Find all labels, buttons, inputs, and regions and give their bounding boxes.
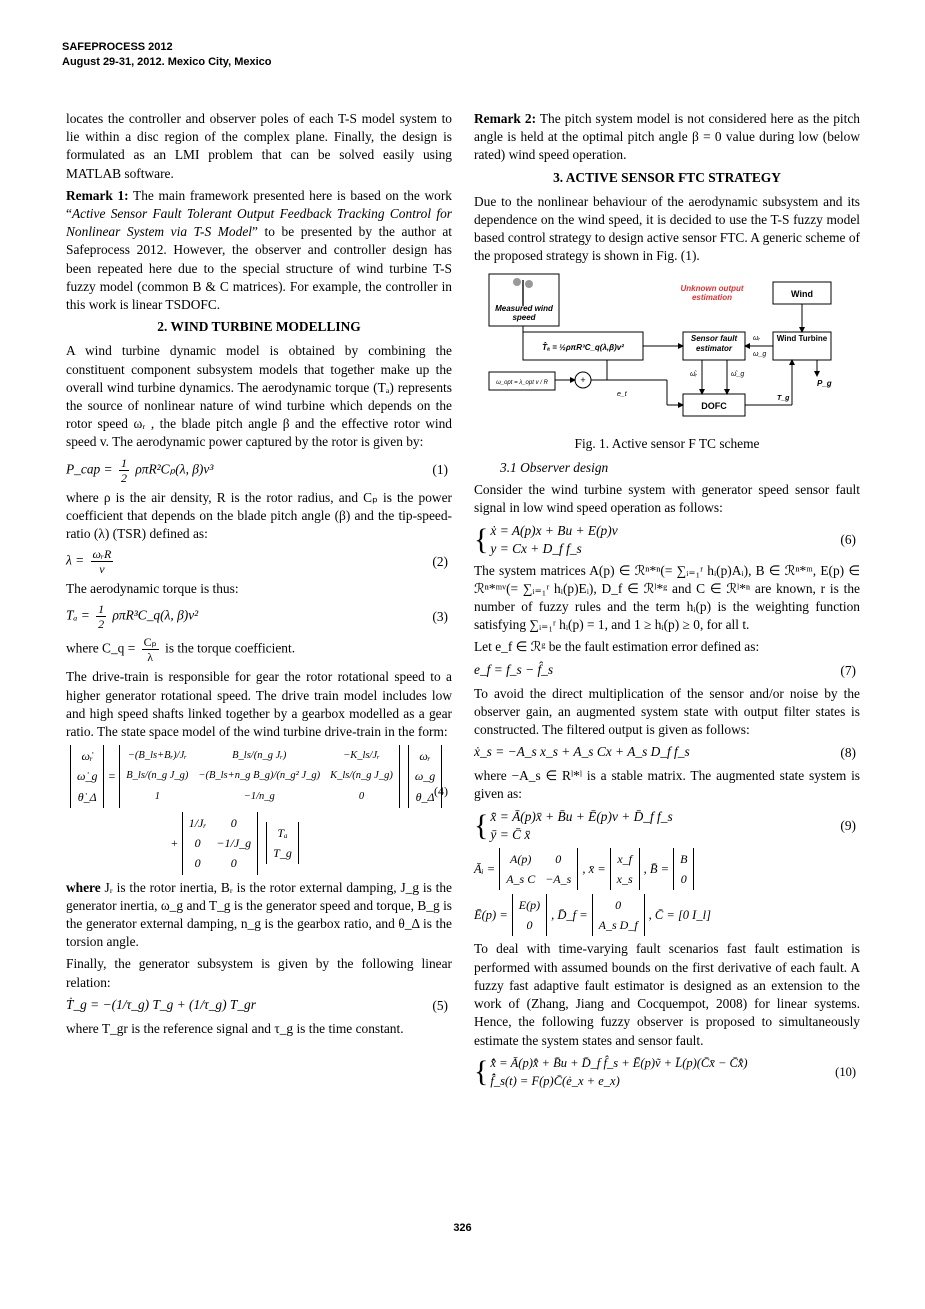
svg-text:DOFC: DOFC [701, 400, 727, 411]
paragraph-augmented-system: where −A_s ∈ Rˡ*ˡ is a stable matrix. The augmented state system is given as: [474, 768, 860, 802]
equation-9-matrices-a: Āᵢ = A(p) 0 A_s C −A_s , x̄ = x_f x_s , B̄ = B 0 [474, 848, 860, 890]
paragraph-power-coefficient: where ρ is the air density, R is the rotor radius, and Cₚ is the power coefficient that depends on the blade pitch angle (β) and the tip-speed-ratio (λ) (TSR) defined as: [66, 489, 452, 542]
svg-text:T_g: T_g [777, 394, 790, 402]
svg-text:+: + [580, 374, 586, 385]
equation-2-number: (2) [432, 553, 448, 569]
page-number: 326 [453, 1222, 472, 1234]
left-column [66, 110, 452, 1042]
conference-name: SAFEPROCESS 2012 [62, 41, 173, 53]
section-3-heading: 3. ACTIVE SENSOR FTC STRATEGY [553, 169, 781, 185]
equation-8: ẋ_s = −A_s x_s + A_s Cx + A_s D_f f_s (8) [474, 743, 860, 763]
equation-8-number: (8) [840, 745, 856, 761]
right-column [474, 110, 860, 1094]
svg-text:ω̂ᵣ: ω̂ᵣ [690, 370, 697, 378]
svg-text:P_g: P_g [817, 378, 832, 388]
equation-4-number: (4) [434, 783, 448, 798]
equation-10: { x̄̂̇ = Ā(p)x̄̂ + B̄u + D̄_f f̂_s + Ē(p)ṽ + L̄(p)(C̄x̄ − C̄x̄̂) f̂̇_s(t) = F(p)C̄(ė_x + e_x) (10) [474, 1054, 856, 1088]
figure-1 [474, 272, 860, 429]
svg-text:ω_g: ω_g [753, 350, 767, 358]
conference-header [62, 40, 271, 70]
equation-1: P_cap = $\frac{1}{2}$ ρπR²Cₚ(λ, β)v³ (1) [66, 455, 448, 485]
equation-4-input-term: + 1/Jᵣ 0 0 −1/J_g 0 0 Tₐ T_g (4) [66, 812, 452, 875]
svg-text:ωᵣ: ωᵣ [753, 334, 760, 342]
paragraph-system-matrices: The system matrices A(p) ∈ ℛⁿ*ⁿ(= ∑ᵢ₌₁ʳ hᵢ(p)Aᵢ), B ∈ ℛⁿ*ᵐ, E(p) ∈ ℛⁿ*ᵐᵛ(= ∑ᵢ₌₁ʳ hᵢ(p)Eᵢ), D_f ∈ ℛˡ*ᵍ and C ∈ ℛˡ*ⁿ are known, r is the number of fuzzy rules and the term hᵢ(p) is the weighting function satisfying ∑ᵢ₌₁ʳ hᵢ(p) = 1, and 1 ≥ hᵢ(p) ≥ 0, for all t. [474, 562, 860, 633]
equation-1-number: (1) [432, 462, 448, 478]
paragraph-aero-torque: The aerodynamic torque is thus: [66, 581, 239, 597]
remark-1-title: Active Sensor Fault Tolerant Output Feedback Tracking Control for Nonlinear System via T-S Model [66, 206, 452, 240]
figure-1-caption: Fig. 1. Active sensor F TC scheme [574, 435, 760, 451]
paragraph-torque-coefficient: where C_q = $\frac{\text{Cₚ}}{\lambda}$ is the torque coefficient. [66, 635, 296, 665]
paragraph-generator: Finally, the generator subsystem is given by the following linear relation: [66, 956, 452, 990]
equation-6: { ẋ = A(p)x + Bu + E(p)v y = Cx + D_f f_s (6) [474, 522, 856, 556]
paragraph-fault-error: Let e_f ∈ ℛᵍ be the fault estimation error defined as: [474, 639, 760, 655]
equation-5: Ṫ_g = −(1/τ_g) T_g + (1/τ_g) T_gr (5) [66, 996, 452, 1016]
paragraph-filtered-output: To avoid the direct multiplication of the sensor and/or noise by the observer gain, an augmented system state with output filter states is constructed. The filtered output is given as follows: [474, 685, 860, 738]
svg-text:ω̂_g: ω̂_g [731, 370, 745, 378]
paragraph-fault-estimation: To deal with time-varying fault scenarios fast fault estimation is performed with assumed bounds on the first derivative of each fault. A fuzzy fast adaptive fault estimator is designed as an extension to the work of (Zhang, Jiang and Cocquempot, 2008) for linear systems. Hence, the following fuzzy observer is proposed to simultaneously estimate the system states and sensor fault. [474, 941, 860, 1048]
conference-date-location: August 29-31, 2012. Mexico City, Mexico [62, 56, 272, 68]
equation-6-number: (6) [840, 531, 856, 547]
equation-9-matrices-b: Ē(p) = E(p) 0 , D̄_f = 0 A_s D_f , C̄ = [0 I_l] [474, 894, 860, 936]
paragraph-observer-system: Consider the wind turbine system with generator speed sensor fault signal in low wind speed operation as follows: [474, 482, 860, 516]
paragraph-reference-signal: where T_gr is the reference signal and τ_g is the time constant. [66, 1020, 404, 1036]
equation-9: { x̄̇ = Ā(p)x̄ + B̄u + Ē(p)v + D̄_f f_s ȳ = C̄ x̄ (9) [474, 808, 856, 842]
svg-text:e_t: e_t [617, 390, 627, 398]
svg-text:Wind: Wind [791, 288, 813, 299]
svg-text:ω_opt = λ_opt v / R: ω_opt = λ_opt v / R [496, 379, 548, 386]
svg-text:T̂ₐ = ½ρπR³C_q(λ,β)v²: T̂ₐ = ½ρπR³C_q(λ,β)v² [542, 342, 624, 352]
equation-4: ω̇ᵣ ω̇_g θ̇_Δ = −(B_ls+Bᵣ)/Jᵣ B_ls/(n_g Jᵣ) −K_ls/Jᵣ B_ls/(n_g J_g) −(B_ls+n_g B_g)/(n_g² J_g) K_ls/(n_g J_g) 1 −1/n_g 0 ωᵣ ω_g θ_Δ [66, 745, 452, 808]
ftc-scheme-diagram: Measured wind speed Unknown output estimation Wind T̂ₐ = ½ρπR³C_q(λ,β)v² Sensor fault estimator Wind Turbine ω_opt = λ_opt v / R + DOFC ωᵣ ω_g ω̂ᵣ ω̂_g P_g T_g e_t [487, 272, 847, 424]
subsection-3-1-heading: 3.1 Observer design [500, 460, 609, 476]
remark-1-label: Remark 1: [66, 187, 129, 203]
remark-1: Remark 1: The main framework presented here is based on the work “Active Sensor Fault Tolerant Output Feedback Tracking Control for Nonlinear System via T-S Model” to be presented by the author at Safeprocess 2012. However, the observer and controller design has been repeated here due to the special structure of wind turbine T-S fuzzy model (common B & C matrices). For example, the controller in this work is linear TSDOFC. [66, 187, 453, 313]
equation-9-number: (9) [840, 817, 856, 833]
paragraph-drive-train: The drive-train is responsible for gear the rotor rotational speed to a higher generator rotational speed. The drive train model includes low and high speed shafts linked together by a gearbox modelled as a gear ratio. The state space model of the wind turbine drive-train in the form: [66, 669, 452, 740]
equation-7-number: (7) [840, 662, 856, 678]
section-2-heading: 2. WIND TURBINE MODELLING [157, 319, 361, 335]
equation-5-number: (5) [432, 997, 448, 1013]
paragraph-ftc-strategy: Due to the nonlinear behaviour of the aerodynamic subsystem and its dependence on the wind speed, it is decided to use the T-S fuzzy model based control strategy to design active sensor FTC. A generic scheme of the proposed strategy is shown in Fig. (1). [474, 193, 860, 264]
equation-10-number: (10) [835, 1064, 856, 1079]
paragraph-wind-turbine: A wind turbine dynamic model is obtained by combining the constituent component subsystem models that together make up the overall wind turbine dynamics. The aerodynamic torque (Tₐ) represents the source of nonlinear nature of wind turbine which depends on the rotor speed ωᵣ , the blade pitch angle β and the effective rotor wind speed v. The aerodynamic power captured by the rotor is given by: [66, 343, 452, 450]
paragraph-drive-train-params: where Jᵣ is the rotor inertia, Bᵣ is the rotor external damping, J_g is the generator inertia, ω_g and T_g is the generator speed and torque, B_g is the generator external damping, n_g is the gearbox ratio, and θ_Δ is the torsion angle. [66, 879, 452, 950]
equation-3: Tₐ = $\frac{1}{2}$ ρπR³C_q(λ, β)v² (3) [66, 602, 448, 632]
paragraph-intro: locates the controller and observer poles of each T-S model system to lie within a disc region of the complex plane. Finally, the design is formulated as an LMI problem that can be solved easily using MATLAB software. [66, 111, 452, 181]
equation-7: e_f = f_s − f̂_s (7) [474, 661, 860, 681]
remark-2: Remark 2: The pitch system model is not considered here as the pitch angle is held at the optimal pitch angle β = 0 value during low (below rated) wind speed operation. [474, 111, 860, 163]
equation-3-number: (3) [432, 608, 448, 624]
equation-2: λ = $\frac{\text{ωᵣR}}{v}$ (2) [66, 547, 448, 577]
